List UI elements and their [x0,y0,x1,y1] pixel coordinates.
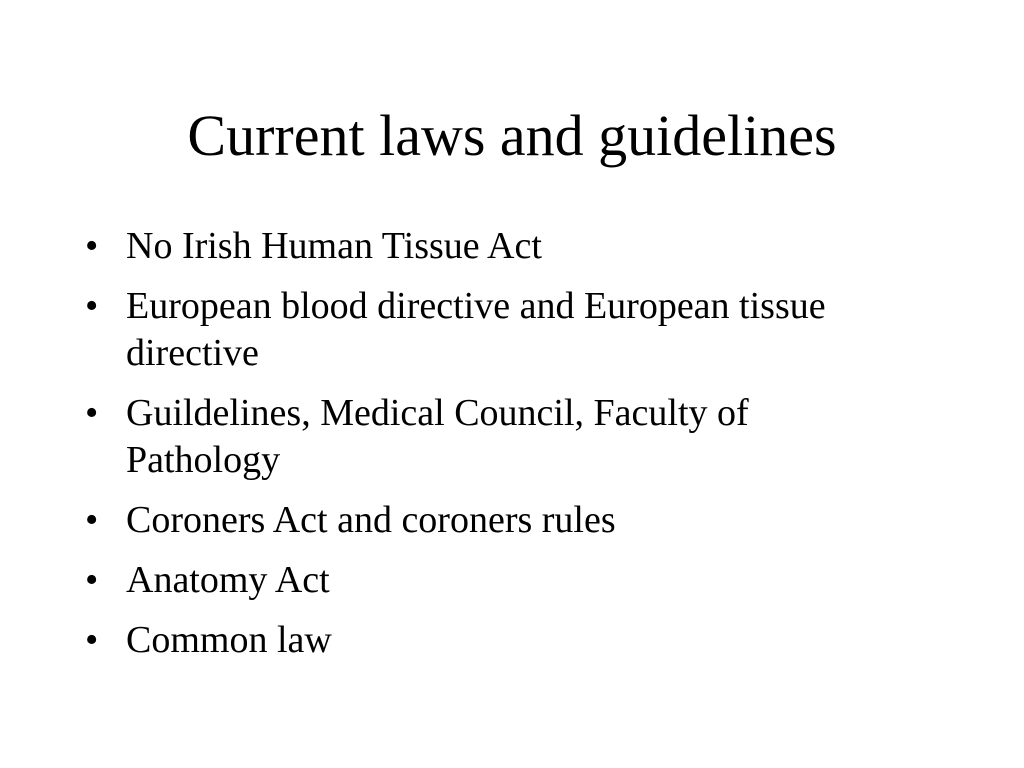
list-item-text: European blood directive and European tissue directive [126,285,826,374]
list-item [85,390,905,484]
bullet-icon: • [85,619,99,661]
list-item [85,557,905,604]
list-item-text: Guildelines, Medical Council, Faculty of Pathology [126,392,749,481]
list-item-text: No Irish Human Tissue Act [126,225,542,267]
bullet-icon: • [85,559,99,601]
bullet-icon: • [85,392,99,434]
slide-title: Current laws and guidelines [187,103,837,168]
list-item [85,617,905,664]
list-item [85,223,905,270]
list-item-text: Common law [126,619,332,661]
list-item [85,283,905,377]
list-item-text: Coroners Act and coroners rules [126,499,616,541]
bullet-icon: • [85,225,99,267]
list-item-text: Anatomy Act [126,559,330,601]
bullet-icon: • [85,285,99,327]
bullet-icon: • [85,499,99,541]
list-item [85,497,905,544]
bullet-list [85,223,905,664]
